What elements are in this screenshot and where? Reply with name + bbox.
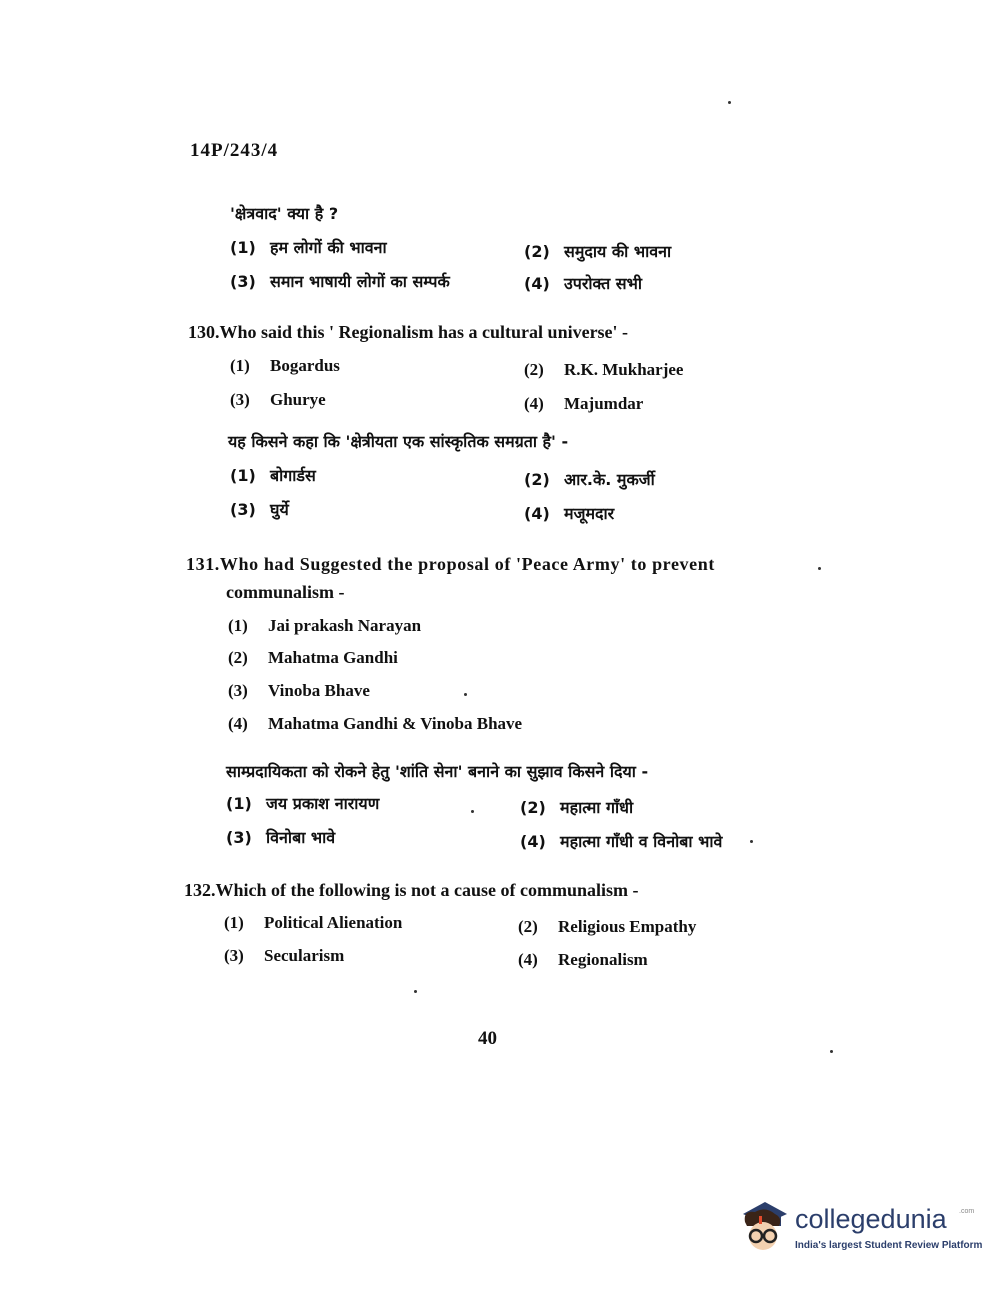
paper-code: 14P/243/4 [190, 140, 279, 161]
q131-option-2: (2) Mahatma Gandhi [228, 648, 398, 667]
q129-hindi-option-3: (3) समान भाषायी लोगों का सम्पर्क [230, 272, 450, 291]
q131-option-4: (4) Mahatma Gandhi & Vinoba Bhave [228, 714, 523, 733]
q132-option-1: (1) Political Alienation [224, 913, 403, 932]
q131-hindi-option-3: (3) विनोबा भावे [226, 828, 336, 847]
q132-option-4: (4) Regionalism [518, 950, 648, 969]
q132-question: 132.Which of the following is not a cause of communalism - [184, 880, 639, 900]
q131-option-3: (3) Vinoba Bhave [228, 681, 370, 700]
q131-hindi-option-1: (1) जय प्रकाश नारायण [226, 794, 380, 813]
q131-question-line1: 131.Who had Suggested the proposal of 'Peace Army' to prevent [186, 554, 715, 574]
brand-name: collegedunia [795, 1204, 947, 1234]
q130-option-2: (2) R.K. Mukharjee [524, 360, 684, 379]
q131-hindi-question: साम्प्रदायिकता को रोकने हेतु 'शांति सेना' बनाने का सुझाव किसने दिया - [226, 762, 649, 781]
scan-speck [750, 840, 753, 843]
scan-speck [728, 101, 731, 104]
q131-question-line2: communalism - [226, 582, 345, 602]
q129-hindi-option-2: (2) समुदाय की भावना [524, 242, 672, 261]
mascot-icon [735, 1196, 791, 1258]
q130-hindi-option-2: (2) आर.के. मुकर्जी [524, 470, 655, 489]
q132-option-2: (2) Religious Empathy [518, 917, 697, 936]
q131-option-1: (1) Jai prakash Narayan [228, 616, 422, 635]
q130-option-3: (3) Ghurye [230, 390, 326, 409]
page-number: 40 [478, 1028, 497, 1049]
scan-speck [471, 810, 474, 813]
q130-hindi-option-4: (4) मजूमदार [524, 504, 615, 523]
brand-suffix: .com [959, 1208, 975, 1215]
scan-speck [414, 990, 417, 993]
q130-option-4: (4) Majumdar [524, 394, 644, 413]
q129-hindi-option-1: (1) हम लोगों की भावना [230, 238, 387, 257]
q130-hindi-option-1: (1) बोगार्डस [230, 466, 316, 485]
q130-option-1: (1) Bogardus [230, 356, 340, 375]
q130-hindi-question: यह किसने कहा कि 'क्षेत्रीयता एक सांस्कृतिक समग्रता है' - [228, 432, 569, 451]
scan-speck [464, 693, 467, 696]
scan-speck [830, 1050, 833, 1053]
q129-hindi-question: 'क्षेत्रवाद' क्या है ? [230, 204, 339, 223]
scan-speck [818, 567, 821, 570]
collegedunia-logo [735, 1196, 983, 1260]
q130-hindi-option-3: (3) घुर्ये [230, 500, 289, 519]
q131-hindi-option-4: (4) महात्मा गाँधी व विनोबा भावे [520, 832, 723, 851]
brand-tagline: India's largest Student Review Platform [795, 1240, 983, 1251]
q130-question: 130.Who said this ' Regionalism has a cultural universe' - [188, 322, 629, 342]
q129-hindi-option-4: (4) उपरोक्त सभी [524, 274, 643, 293]
q132-option-3: (3) Secularism [224, 946, 345, 965]
q131-hindi-option-2: (2) महात्मा गाँधी [520, 798, 634, 817]
